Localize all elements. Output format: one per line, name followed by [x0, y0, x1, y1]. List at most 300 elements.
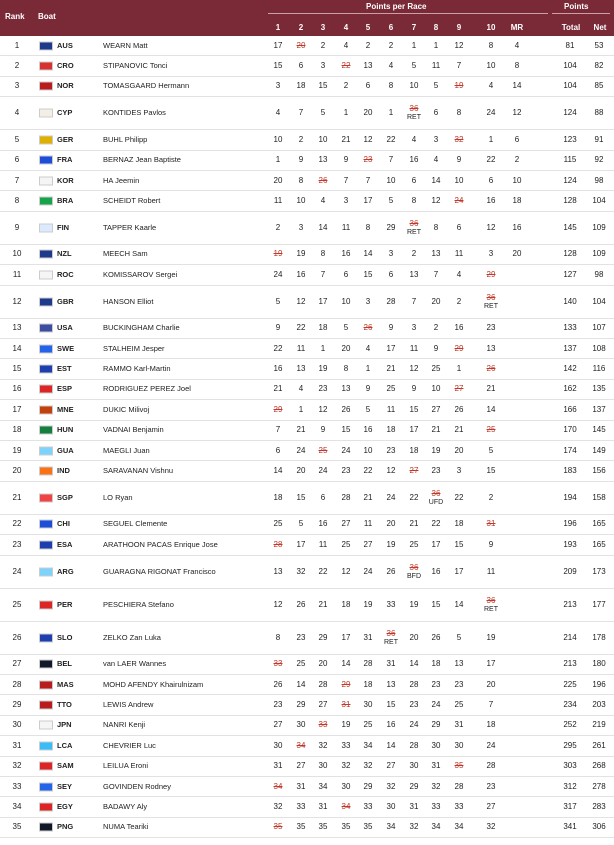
race-heading-6: 6	[388, 23, 394, 32]
race-score: 12	[273, 599, 283, 609]
total-points: 225	[563, 679, 577, 689]
race-heading-5: 5	[365, 23, 371, 32]
race-score: 20	[273, 175, 283, 185]
race-score: 34	[273, 781, 283, 791]
race-score: 32	[386, 781, 396, 791]
total-points: 124	[563, 175, 577, 185]
race-score: 13	[363, 61, 373, 71]
flag-icon	[39, 803, 53, 812]
race-score: 26	[296, 599, 306, 609]
race-score: 24	[318, 466, 328, 476]
sailor-name: GUARAGNA RIGONAT Francisco	[103, 566, 216, 576]
rank-cell: 6	[14, 155, 20, 165]
country-code: FRA	[57, 155, 73, 165]
total-points: 213	[563, 599, 577, 609]
flag-icon	[39, 446, 53, 455]
race-score: 17	[409, 425, 419, 435]
race-score: 5	[411, 61, 417, 71]
race-score: 22	[486, 155, 496, 165]
table-row	[0, 695, 614, 715]
race-score: 4	[488, 81, 494, 91]
flag-icon	[39, 762, 53, 771]
race-score: 6	[456, 222, 462, 232]
net-points: 261	[592, 740, 606, 750]
race-score: 18	[386, 425, 396, 435]
country-code: SWE	[57, 343, 75, 353]
net-points: 116	[592, 364, 606, 374]
race-score: 4	[275, 108, 281, 118]
race-score: 5	[433, 81, 439, 91]
flag-icon	[39, 365, 53, 374]
race-score: 15	[454, 539, 464, 549]
race-score: 35	[296, 822, 306, 832]
race-score: 23	[318, 384, 328, 394]
race-score: 22	[409, 492, 419, 502]
race-score: 31	[431, 761, 441, 771]
race-score: 6	[514, 134, 520, 144]
flag-icon	[39, 540, 53, 549]
race-score: 2	[298, 134, 304, 144]
race-score: 18	[454, 519, 464, 529]
rank-cell: 17	[12, 404, 22, 414]
table-row	[0, 421, 614, 441]
race-score: 18	[409, 445, 419, 455]
rank-cell: 32	[12, 761, 22, 771]
flag-icon	[39, 62, 53, 71]
race-score: 16	[363, 425, 373, 435]
race-score: 6	[365, 81, 371, 91]
race-heading-1: 1	[275, 23, 281, 32]
rank-cell: 9	[14, 222, 20, 232]
race-score: 29	[363, 781, 373, 791]
race-score: 21	[386, 364, 396, 374]
race-score: 16	[273, 364, 283, 374]
race-score: 23	[486, 323, 496, 333]
flag-icon	[39, 135, 53, 144]
race-score: 1	[275, 155, 281, 165]
country-code: ESA	[57, 539, 73, 549]
flag-icon	[39, 493, 53, 502]
race-score: 23	[454, 679, 464, 689]
total-points: 209	[563, 566, 577, 576]
points-heading: Points	[564, 2, 589, 11]
race-score: 5	[343, 323, 349, 333]
race-score: 2	[411, 249, 417, 259]
race-score: 35	[363, 822, 373, 832]
race-score: 8	[320, 249, 326, 259]
rank-cell: 21	[12, 492, 22, 502]
race-score: 17	[454, 566, 464, 576]
header-divider	[268, 13, 548, 14]
race-score: 8	[488, 40, 494, 50]
table-row	[0, 482, 614, 515]
race-score: 34	[341, 802, 351, 812]
country-code: EGY	[57, 802, 73, 812]
race-score: 7	[343, 175, 349, 185]
race-score: 34	[296, 740, 306, 750]
race-score: 11	[341, 222, 351, 232]
race-score: 7	[298, 108, 304, 118]
rank-cell: 1	[14, 40, 20, 50]
country-code: CYP	[57, 108, 73, 118]
rank-cell: 30	[12, 720, 22, 730]
race-score: 16	[409, 155, 419, 165]
race-score: 17	[341, 632, 351, 642]
race-score: 28	[386, 296, 396, 306]
race-score: 21	[296, 425, 306, 435]
sailor-name: STALHEIM Jesper	[103, 343, 165, 353]
country-code: FIN	[57, 222, 70, 232]
race-score: 18	[486, 720, 496, 730]
race-score: 12	[512, 108, 522, 118]
net-points: 85	[594, 81, 604, 91]
race-score: 13	[454, 659, 464, 669]
race-score: 23	[363, 155, 373, 165]
race-score: 23	[486, 781, 496, 791]
race-score: 19	[363, 599, 373, 609]
total-points: 133	[563, 323, 577, 333]
net-points: 165	[592, 519, 606, 529]
total-points: 123	[563, 134, 577, 144]
race-score: 29	[318, 632, 328, 642]
rank-cell: 15	[12, 364, 22, 374]
race-score: 3	[343, 196, 349, 206]
race-score: 13	[431, 249, 441, 259]
table-row	[0, 191, 614, 211]
table-row	[0, 245, 614, 265]
boat-heading: Boat	[38, 12, 56, 21]
race-score: 8	[456, 108, 462, 118]
race-score: 31	[409, 802, 419, 812]
race-score: 24	[273, 269, 283, 279]
sailor-name: RODRIGUEZ PEREZ Joel	[103, 384, 191, 394]
total-points: 145	[563, 222, 577, 232]
sailor-name: PESCHIERA Stefano	[103, 599, 174, 609]
race-score: 14	[273, 466, 283, 476]
country-code: KOR	[57, 175, 74, 185]
race-score: 24	[454, 196, 464, 206]
race-score: 34	[386, 822, 396, 832]
race-score: 26	[318, 175, 328, 185]
table-row	[0, 380, 614, 400]
race-score: 11	[454, 249, 464, 259]
sailor-name: CHEVRIER Luc	[103, 740, 156, 750]
race-score: 20	[486, 679, 496, 689]
race-score: 13	[318, 155, 328, 165]
race-score: 5	[388, 196, 394, 206]
race-score: 25	[486, 425, 496, 435]
race-score: 35	[454, 761, 464, 771]
net-points: 98	[594, 269, 604, 279]
race-score: 10	[409, 81, 419, 91]
race-score: 3	[488, 249, 494, 259]
country-code: BRA	[57, 196, 74, 206]
country-code: GUA	[57, 445, 74, 455]
race-score: 8	[275, 632, 281, 642]
race-score: 17	[386, 343, 396, 353]
total-points: 115	[563, 155, 577, 165]
net-points: 91	[594, 134, 604, 144]
race-score: 23	[409, 700, 419, 710]
race-score: 15	[409, 404, 419, 414]
race-score: 24	[296, 445, 306, 455]
sailor-name: SARAVANAN Vishnu	[103, 466, 174, 476]
sailor-name: ZELKO Zan Luka	[103, 632, 161, 642]
race-score: 24	[431, 700, 441, 710]
race-score: 13	[409, 269, 419, 279]
sailor-name: LEWIS Andrew	[103, 700, 154, 710]
race-score: 32	[296, 566, 306, 576]
race-score: 32	[431, 781, 441, 791]
race-score: 28	[454, 781, 464, 791]
race-score: 10	[431, 384, 441, 394]
race-score: 16	[431, 566, 441, 576]
race-score: 13	[273, 566, 283, 576]
flag-icon	[39, 520, 53, 529]
race-score: 5	[488, 445, 494, 455]
race-score: 26	[386, 566, 396, 576]
race-score: 1	[433, 40, 439, 50]
race-score: 30	[431, 740, 441, 750]
sailor-name: DUKIC Milivoj	[103, 404, 150, 414]
race-score: 19	[273, 249, 283, 259]
race-score: 18	[273, 492, 283, 502]
flag-icon	[39, 156, 53, 165]
net-points: 107	[592, 323, 606, 333]
race-score: 22	[273, 343, 283, 353]
net-points: 98	[594, 175, 604, 185]
total-points: 234	[563, 700, 577, 710]
total-points: 137	[563, 343, 577, 353]
rank-cell: 33	[12, 781, 22, 791]
race-score: 20	[409, 632, 419, 642]
race-score: 25	[454, 700, 464, 710]
race-score: 28	[341, 492, 351, 502]
country-code: ROC	[57, 269, 74, 279]
race-score: 21	[318, 599, 328, 609]
race-score: 19	[409, 599, 419, 609]
race-score: 9	[275, 323, 281, 333]
race-score: 3	[298, 222, 304, 232]
race-score: 21	[273, 384, 283, 394]
country-code: EST	[57, 364, 72, 374]
race-score: 16	[386, 720, 396, 730]
flag-icon	[39, 250, 53, 259]
race-score: 20	[341, 343, 351, 353]
race-score: 4	[343, 40, 349, 50]
race-score: 4	[456, 269, 462, 279]
table-row	[0, 130, 614, 150]
rank-cell: 3	[14, 81, 20, 91]
race-score: 15	[341, 425, 351, 435]
race-score: 10	[318, 134, 328, 144]
race-score: 10	[512, 175, 522, 185]
race-score: 1	[298, 404, 304, 414]
rank-cell: 25	[12, 599, 22, 609]
race-score: 12	[296, 296, 306, 306]
country-code: TTO	[57, 700, 72, 710]
net-points: 92	[594, 155, 604, 165]
net-points: 165	[592, 539, 606, 549]
total-points: 142	[563, 364, 577, 374]
sailor-name: MEECH Sam	[103, 249, 148, 259]
country-code: USA	[57, 323, 73, 333]
rank-cell: 26	[12, 632, 22, 642]
race-score: 31	[318, 802, 328, 812]
race-score: 2	[433, 323, 439, 333]
net-points: 82	[594, 61, 604, 71]
net-points: 177	[592, 599, 606, 609]
sailor-name: HA Jeemin	[103, 175, 140, 185]
flag-icon	[39, 41, 53, 50]
country-code: IND	[57, 466, 70, 476]
net-points: 109	[592, 222, 606, 232]
race-score: 30	[318, 761, 328, 771]
race-score: 19	[486, 632, 496, 642]
race-score: 28	[318, 679, 328, 689]
race-score: 25	[341, 539, 351, 549]
race-score: 14	[409, 659, 419, 669]
race-score: 33	[454, 802, 464, 812]
flag-icon	[39, 741, 53, 750]
race-score: 5	[456, 632, 462, 642]
race-score: 3	[365, 296, 371, 306]
net-points: 108	[592, 343, 606, 353]
race-score: 21	[363, 492, 373, 502]
race-score: 20	[318, 659, 328, 669]
rank-cell: 12	[12, 296, 22, 306]
rank-cell: 7	[14, 175, 20, 185]
race-score: 7	[433, 269, 439, 279]
sailor-name: RAMMO Karl-Martin	[103, 364, 171, 374]
rank-cell: 20	[12, 466, 22, 476]
race-score: 18	[363, 679, 373, 689]
race-score: 19	[318, 364, 328, 374]
race-score: 6	[388, 269, 394, 279]
race-score: 8	[514, 61, 520, 71]
race-score: 24	[486, 108, 496, 118]
rank-cell: 19	[12, 445, 22, 455]
race-score: 26	[363, 323, 373, 333]
race-score: 19	[454, 81, 464, 91]
race-score: 15	[386, 700, 396, 710]
race-score: 24	[386, 492, 396, 502]
total-points: 140	[563, 296, 577, 306]
race-score: 22	[341, 61, 351, 71]
race-heading-mr: MR	[510, 23, 524, 32]
net-points: 53	[594, 40, 604, 50]
race-score: 18	[431, 659, 441, 669]
race-score: 22	[318, 566, 328, 576]
net-points: 283	[592, 802, 606, 812]
net-points: 135	[592, 384, 606, 394]
race-score: 28	[273, 539, 283, 549]
net-points: 88	[594, 108, 604, 118]
table-row	[0, 151, 614, 171]
race-score: 33	[431, 802, 441, 812]
table-row	[0, 797, 614, 817]
race-score: 14	[318, 222, 328, 232]
race-score: 1	[388, 108, 394, 118]
race-score: 33	[341, 740, 351, 750]
table-row	[0, 36, 614, 56]
race-score: 10	[273, 134, 283, 144]
total-points: 312	[563, 781, 577, 791]
race-score: 15	[273, 61, 283, 71]
race-heading-7: 7	[411, 23, 417, 32]
race-score: 17	[318, 296, 328, 306]
country-code: ARG	[57, 566, 74, 576]
net-points: 137	[592, 404, 606, 414]
race-score: 19	[386, 539, 396, 549]
race-score: 35	[341, 822, 351, 832]
race-score: 25	[363, 720, 373, 730]
country-code: LCA	[57, 740, 73, 750]
race-score: 2	[456, 296, 462, 306]
flag-icon	[39, 82, 53, 91]
race-score: 14	[363, 249, 373, 259]
flag-icon	[39, 109, 53, 118]
race-score: 29	[431, 720, 441, 730]
race-score: 1	[456, 364, 462, 374]
race-score: 29	[409, 781, 419, 791]
race-score: 8	[433, 222, 439, 232]
race-score: 22	[363, 466, 373, 476]
race-score: 4	[320, 196, 326, 206]
sailor-name: HANSON Elliot	[103, 296, 154, 306]
sailor-name: MAEGLI Juan	[103, 445, 150, 455]
race-score: 36 UFD	[428, 488, 444, 506]
race-score: 36 RET	[407, 218, 421, 236]
net-points: 278	[592, 781, 606, 791]
race-score: 7	[456, 61, 462, 71]
race-score: 27	[486, 802, 496, 812]
country-code: SLO	[57, 632, 73, 642]
race-score: 30	[386, 802, 396, 812]
total-points: 128	[563, 249, 577, 259]
race-score: 12	[318, 404, 328, 414]
race-score: 23	[296, 632, 306, 642]
country-code: MNE	[57, 404, 74, 414]
race-score: 23	[431, 679, 441, 689]
race-heading-10: 10	[486, 23, 496, 32]
race-score: 5	[275, 296, 281, 306]
race-score: 30	[296, 720, 306, 730]
race-score: 7	[365, 175, 371, 185]
total-points: 303	[563, 761, 577, 771]
race-score: 36 RET	[484, 595, 498, 613]
race-score: 6	[298, 61, 304, 71]
race-score: 25	[386, 384, 396, 394]
race-score: 33	[318, 720, 328, 730]
country-code: JPN	[57, 720, 72, 730]
race-score: 9	[298, 155, 304, 165]
net-points: 268	[592, 761, 606, 771]
race-score: 29	[454, 343, 464, 353]
sailor-name: SCHEIDT Robert	[103, 196, 161, 206]
rank-cell: 14	[12, 343, 22, 353]
race-score: 17	[486, 659, 496, 669]
race-score: 8	[298, 175, 304, 185]
race-score: 9	[456, 155, 462, 165]
flag-icon	[39, 405, 53, 414]
rank-cell: 8	[14, 196, 20, 206]
race-score: 2	[320, 40, 326, 50]
race-score: 27	[318, 700, 328, 710]
race-score: 14	[341, 659, 351, 669]
race-score: 31	[386, 659, 396, 669]
race-score: 26	[341, 404, 351, 414]
